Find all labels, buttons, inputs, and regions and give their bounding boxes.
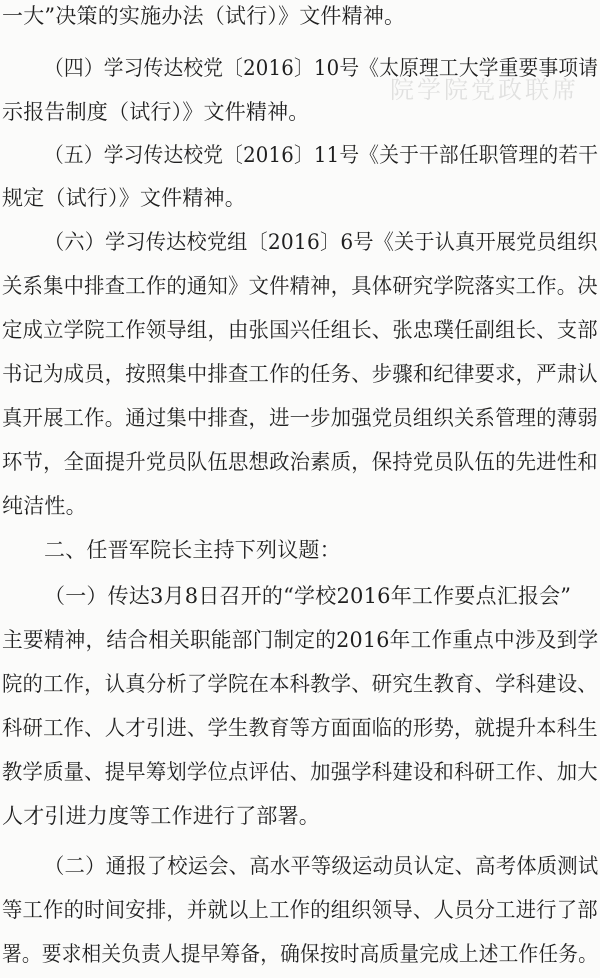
text-line: 教学质量、提早筹划学位点评估、加强学科建设和科研工作、加大 <box>2 760 598 784</box>
text-line: （二）通报了校运会、高水平等级运动员认定、高考体质测试 <box>44 854 599 878</box>
text-line: 真开展工作。通过集中排查，进一步加强党员组织关系管理的薄弱 <box>2 406 598 430</box>
text-line: 一大”决策的实施办法（试行）》文件精神。 <box>2 4 406 28</box>
text-line: （四）学习传达校党〔2016〕10号《太原理工大学重要事项请 <box>44 56 599 80</box>
text-line: 署。要求相关负责人提早筹备，确保按时高质量完成上述工作任务。 <box>2 942 598 966</box>
text-line: 规定（试行）》文件精神。 <box>2 186 246 210</box>
text-line: （六）学习传达校党组〔2016〕6号《关于认真开展党员组织 <box>44 230 598 254</box>
text-line: 等工作的时间安排，并就以上工作的组织领导、人员分工进行了部 <box>2 898 598 922</box>
text-line: 示报告制度（试行）》文件精神。 <box>2 100 310 124</box>
text-line: 环节，全面提升党员队伍思想政治素质，保持党员队伍的先进性和 <box>2 450 598 474</box>
text-line: 定成立学院工作领导组，由张国兴任组长、张忠璞任副组长、支部 <box>2 318 598 342</box>
text-line: （一）传达3月8日召开的“学校2016年工作要点汇报会” <box>44 584 572 608</box>
section-heading-text: 二、任晋军院长主持下列议题： <box>44 538 341 562</box>
text-line: 关系集中排查工作的通知》文件精神，具体研究学院落实工作。决 <box>2 274 598 298</box>
text-line: 书记为成员，按照集中排查工作的任务、步骤和纪律要求，严肃认 <box>2 362 598 386</box>
text-line: 科研工作、人才引进、学生教育等方面面临的形势，就提升本科生 <box>2 716 598 740</box>
text-line: （五）学习传达校党〔2016〕11号《关于干部任职管理的若干 <box>44 143 599 167</box>
bleed-through-text: 院学院党政联席 <box>390 76 579 104</box>
text-line: 纯洁性。 <box>2 494 87 518</box>
text-line: 院的工作，认真分析了学院在本科教学、研究生教育、学科建设、 <box>2 672 598 696</box>
text-line: 主要精神，结合相关职能部门制定的2016年工作重点中涉及到学 <box>2 628 599 652</box>
text-line: 人才引进力度等工作进行了部署。 <box>2 804 320 828</box>
